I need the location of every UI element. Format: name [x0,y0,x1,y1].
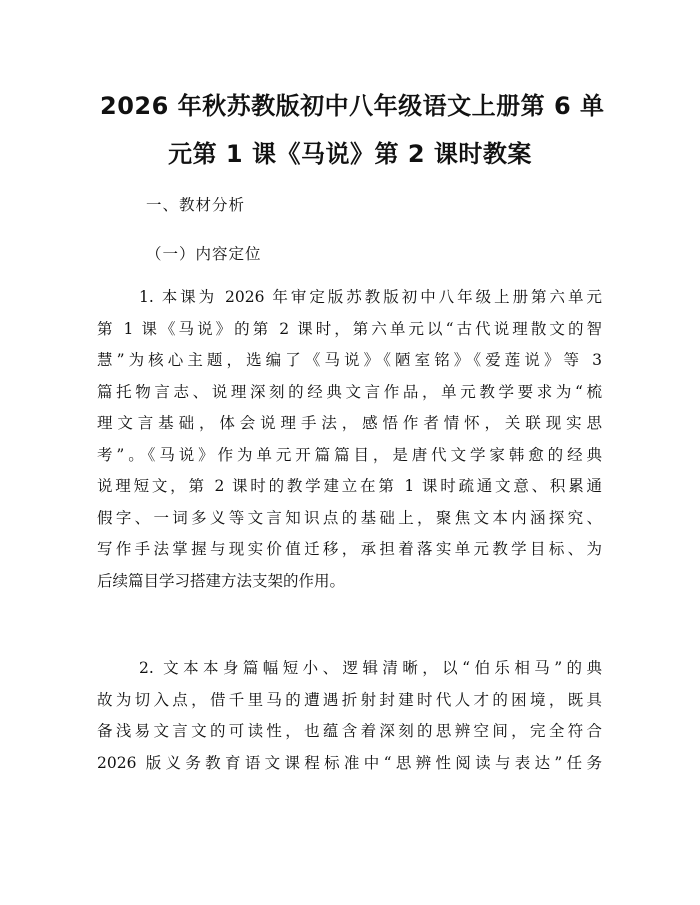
paragraph-line: 故为切入点，借千里马的遭遇折射封建时代人才的困境，既具 [97,690,602,709]
document-title-line-1: 2026 年秋苏教版初中八年级语文上册第 6 单 [100,92,605,120]
paragraph-line: 第 1 课《马说》的第 2 课时，第六单元以“古代说理散文的智 [97,319,602,338]
paragraph-line: 理文言基础，体会说理手法，感悟作者情怀，关联现实思 [97,414,602,432]
paragraph-2 [97,653,602,779]
section-heading: 一、教材分析 [146,196,246,214]
paragraph-line: 假字、一词多义等文言知识点的基础上，聚焦文本内涵探究、 [97,508,602,527]
paragraph-line: 考”。《马说》作为单元开篇篇目，是唐代文学家韩愈的经典 [97,445,602,464]
paragraph-line: 写作手法掌握与现实价值迁移，承担着落实单元教学目标、为 [97,540,602,558]
paragraph-line: 篇托物言志、说理深刻的经典文言作品，单元教学要求为“梳 [97,382,602,401]
paragraph-line: 1. 本课为 2026 年审定版苏教版初中八年级上册第六单元 [139,288,602,306]
paragraph-line: 慧”为核心主题，选编了《马说》《陋室铭》《爱莲说》等 3 [97,351,602,369]
document-title-line-2: 元第 1 课《马说》第 2 课时教案 [168,140,532,168]
paragraph-line: 2. 文本本身篇幅短小、逻辑清晰，以“伯乐相马”的典 [139,659,602,677]
paragraph-line: 说理短文，第 2 课时的教学建立在第 1 课时疏通文意、积累通 [97,477,602,495]
paragraph-line: 备浅易文言文的可读性，也蕴含着深刻的思辨空间，完全符合 [97,722,602,740]
paragraph-1 [97,282,602,597]
paragraph-line: 后续篇目学习搭建方法支架的作用。 [97,571,346,590]
paragraph-line: 2026 版义务教育语文课程标准中“思辨性阅读与表达”任务 [97,753,602,772]
subsection-heading: （一）内容定位 [146,245,262,263]
